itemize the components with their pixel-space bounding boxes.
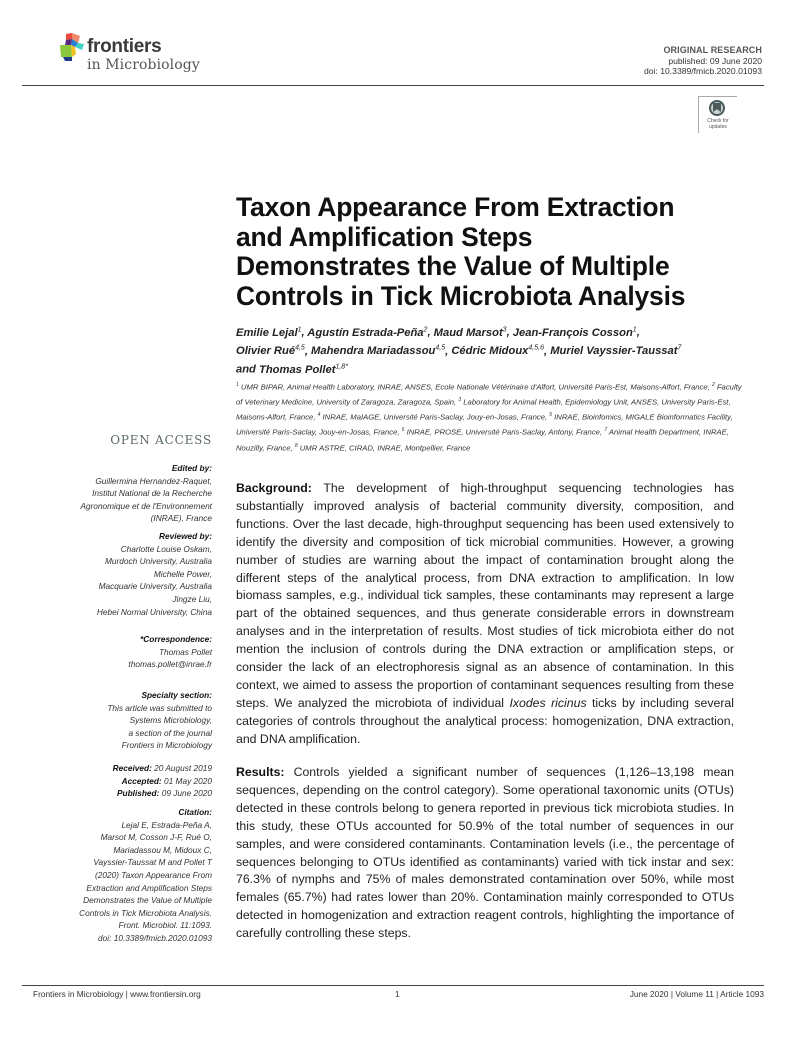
results-text: Controls yielded a significant number of sequences (1,126–13,198 mean sequences, depending on the control category). Some operational taxonomic units (OTUs) detected in these controls belong to genera reported in previous tick microbiota studies. In this study, these OTUs accounted for 50.9% of the total number of sequences in our samples, and were considered contaminants. Contamination levels (i.e., the percentage of sequences belonging to OTUs identified as contaminants) varied with tick instar and sex: 76.3% of nymphs and 75% of males demonstrated contamination over 50%, while most females (65.7%) had rates lower than 20%. Contamination mainly corresponded to OTUs detected in homogenization and extraction reagent controls, highlighting the importance of carefully controlling these steps. — [236, 765, 734, 941]
editor-line: Institut National de la Recherche — [92, 488, 212, 499]
logo-wordmark: frontiers — [87, 36, 162, 57]
title-line: Controls in Tick Microbiota Analysis — [236, 280, 686, 311]
edited-by-label: Edited by: — [171, 463, 212, 473]
reviewed-by-section — [40, 530, 212, 618]
edited-by-section — [40, 462, 212, 525]
affiliations: $^1$ UMR BIPAR, Animal Health Laboratory, INRAE, ANSES, Ecole Nationale Vétérinaire d'Alfort, Université Paris-Est, Maisons-Alfort, France, $^2$ Faculty of Veterinary Medicine, University of Zaragoza, Zaragoza, Spain, $^3$ Laboratory for Animal Health, Epidemiology Unit, ANSES, University Paris-Est, Maisons-Alfort, France, $^4$ INRAE, MaIAGE, Université Paris-Saclay, Jouy-en-Josas, France, $^5$ INRAE, Bioinfomics, MIGALE Bioinformatics Facility, Université Paris-Saclay, Jouy-en-Josas, France, $^6$ INRAE, PROSE, Université Paris-Saclay, Antony, France, $^7$ Animal Health Department, INRAE, Nouzilly, France, $^8$ UMR ASTRE, CIRAD, INRAE, Montpellier, France — [236, 382, 742, 453]
affiliation: INRAE, MaIAGE, Université Paris-Saclay, Jouy-en-Josas, France, — [322, 412, 548, 422]
affiliation: UMR BIPAR, Animal Health Laboratory, INRAE, ANSES, Ecole Nationale Vétérinaire d'Alfort, Université Paris-Est, Maisons-Alfort, France, — [240, 382, 710, 392]
specialty-section — [40, 689, 212, 752]
citation-line: Lejal E, Estrada-Peña A, — [121, 819, 212, 830]
citation-line: (2020) Taxon Appearance From — [95, 869, 212, 880]
affiliation: INRAE, Bioinfomics, MIGALE Bioinformatics Facility, Université Paris-Saclay, Jouy-en-Josas, France, — [236, 412, 733, 438]
author-list: Emilie Lejal$^1$, Agustín Estrada-Peña$^2$, Maud Marsot$^3$, Jean-François Cosson$^1$, Olivier Rué$^{4,5}$, Mahendra Mariadassou$^{4,5}$, Cédric Midoux$^{4,5,6}$, Muriel Vayssier-Taussat$^7$ and Thomas Pollet$^{1,8*}$ — [236, 326, 682, 377]
citation-line: Demonstrates the Value of Multiple — [83, 895, 212, 906]
background-heading: Background: — [236, 481, 312, 495]
reviewer-line: Charlotte Louise Oskam, — [120, 543, 212, 554]
citation-line: Controls in Tick Microbiota Analysis. — [79, 907, 212, 918]
page-number: 1 — [395, 989, 400, 999]
citation-line: Vayssier-Taussat M and Pollet T — [93, 857, 212, 868]
article-title — [236, 193, 756, 311]
editor-line: Agronomique et de l'Environnement — [80, 500, 212, 511]
citation-line: Marsot M, Cosson J-F, Rué O, — [100, 832, 212, 843]
reviewer-line: Hebei Normal University, China — [96, 606, 212, 617]
background-text: ticks by including several categories of controls throughout the analytical process: homogenization, DNA extraction, and DNA amplification. — [236, 695, 734, 746]
dates-section — [40, 762, 212, 800]
received-date: Received: 20 August 2019 — [112, 763, 212, 773]
affiliation: UMR ASTRE, CIRAD, INRAE, Montpellier, France — [299, 443, 471, 453]
published-date: published: 09 June 2020 — [668, 55, 762, 66]
citation-line: Extraction and Amplification Steps — [86, 882, 212, 893]
citation-doi[interactable]: doi: 10.3389/fmicb.2020.01093 — [98, 932, 212, 943]
specialty-line: Frontiers in Microbiology — [121, 740, 212, 751]
affiliation: Animal Health Department, INRAE, Nouzilly, France, — [236, 428, 729, 453]
abstract-background — [236, 480, 734, 749]
title-line: and Amplification Steps — [236, 221, 533, 252]
author-connector: and — [236, 364, 256, 377]
author[interactable]: Agustín Estrada-Peña$^2$ — [307, 326, 428, 339]
author[interactable]: Maud Marsot$^3$ — [433, 326, 507, 339]
correspondence-section — [40, 633, 212, 671]
reviewer-line: Michelle Power, — [153, 568, 212, 579]
specialty-line: a section of the journal — [128, 727, 212, 738]
reviewer-line: Murdoch University, Australia — [105, 556, 212, 567]
correspondence-label: *Correspondence: — [140, 634, 212, 644]
author[interactable]: Thomas Pollet$^{1,8*}$ — [259, 363, 348, 377]
background-text: The development of high-throughput sequencing technologies has substantially improved analysis of bacterial community diversity, composition, and functions. Over the last decade, high-throughput sequencing has been used extensively to identify the diversity and composition of tick microbial communities. However, a growing number of studies are warning about the impact of contamination brought along the different steps of the analytical process, from DNA extraction to amplification. In low biomass samples, e.g., individual tick samples, these contaminants may represent a large part of the obtained sequences, and thus generate considerable errors in downstream analyses and in the interpretation of results. Most studies of tick microbiota either do not mention the inclusion of controls during the DNA extraction or amplification steps, or consider the lack of an electrophoresis signal as an absence of contamination. In this context, we aimed to assess the proportion of contaminant sequences resulting from these steps. We analyzed the microbiota of individual — [236, 481, 734, 710]
author[interactable]: Muriel Vayssier-Taussat$^7$ — [550, 344, 682, 358]
citation-line: Mariadassou M, Midoux C, — [113, 844, 212, 855]
reviewer-line: Macquarie University, Australia — [98, 581, 212, 592]
doi[interactable]: doi: 10.3389/fmicb.2020.01093 — [643, 66, 762, 76]
accepted-date: Accepted: 01 May 2020 — [121, 775, 212, 786]
crossmark-label: Check for updates — [707, 118, 729, 130]
published-date-side: Published: 09 June 2020 — [116, 788, 212, 799]
journal-name: in Microbiology — [87, 57, 200, 73]
editor-line: (INRAE), France — [150, 513, 212, 524]
author[interactable]: Emilie Lejal$^1$ — [236, 326, 302, 339]
footer-rule — [22, 985, 764, 986]
author[interactable]: Jean-François Cosson$^1$ — [512, 326, 637, 339]
journal-logo — [60, 33, 260, 83]
open-access-label: OPEN ACCESS — [110, 433, 212, 447]
footer-journal[interactable]: Frontiers in Microbiology | www.frontiersin.org — [33, 989, 201, 999]
affiliation: Faculty of Veterinary Medicine, University of Zaragoza, Zaragoza, Spain, — [236, 382, 742, 407]
citation-label: Citation: — [178, 807, 212, 817]
correspondent-name: Thomas Pollet — [158, 646, 212, 657]
frontiers-logo-icon — [60, 33, 84, 61]
abstract-results — [236, 764, 734, 943]
crossmark-badge[interactable] — [698, 96, 737, 133]
author[interactable]: Mahendra Mariadassou$^{4,5}$ — [311, 344, 446, 358]
specialty-line: Systems Microbiology, — [129, 715, 212, 726]
article-meta-header — [644, 45, 762, 77]
species-name: Ixodes ricinus — [509, 695, 587, 710]
title-line: Taxon Appearance From Extraction — [236, 192, 675, 222]
author[interactable]: Cédric Midoux$^{4,5,6}$ — [451, 344, 544, 358]
reviewed-by-label: Reviewed by: — [158, 531, 212, 541]
article-type: ORIGINAL RESEARCH — [663, 45, 762, 55]
specialty-line: This article was submitted to — [107, 702, 212, 713]
author[interactable]: Olivier Rué$^{4,5}$ — [236, 344, 305, 358]
reviewer-line: Jingze Liu, — [172, 593, 212, 604]
results-heading: Results: — [236, 765, 285, 779]
correspondent-email[interactable]: thomas.pollet@inrae.fr — [128, 659, 212, 670]
citation-line: Front. Microbiol. 11:1093. — [118, 920, 212, 931]
specialty-label: Specialty section: — [141, 690, 212, 700]
affiliation: Laboratory for Animal Health, Epidemiology Unit, ANSES, University Paris-Est, Maisons-Alfort, France, — [236, 397, 731, 422]
affiliation: INRAE, PROSE, Université Paris-Saclay, Antony, France, — [406, 428, 603, 438]
title-line: Demonstrates the Value of Multiple — [236, 251, 670, 281]
footer-issue: June 2020 | Volume 11 | Article 1093 — [629, 989, 764, 999]
citation-section — [40, 806, 212, 945]
header-rule — [22, 85, 764, 86]
editor-line: Guillermina Hernandez-Raquet, — [95, 475, 212, 486]
